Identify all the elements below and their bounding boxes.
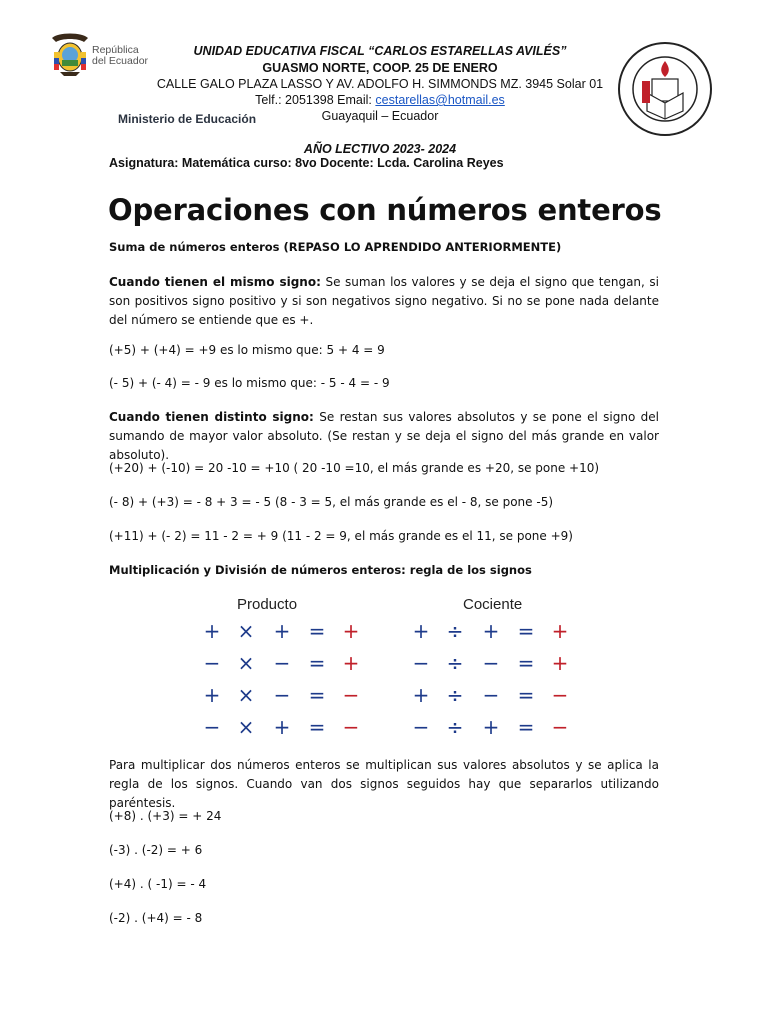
sum-example-1: (+5) + (+4) = +9 es lo mismo que: 5 + 4 = 9 xyxy=(109,343,385,357)
product-sign-1-0: − xyxy=(203,651,221,675)
diff-sign-text: Se restan sus valores absolutos y se pone el signo del sumando de mayor valor absoluto. (Se restan y se deja el signo del más grande en valor absoluto). xyxy=(109,410,659,462)
quotient-sign-0-0: + xyxy=(412,619,430,643)
quotient-sign-0-2: + xyxy=(482,619,500,643)
product-sign-3-3: = xyxy=(308,715,326,739)
sum-example-4: (- 8) + (+3) = - 8 + 3 = - 5 (8 - 3 = 5, el más grande es el - 8, se pone -5) xyxy=(109,495,554,509)
product-sign-2-4: − xyxy=(342,683,360,707)
mult-example-1: (+8) . (+3) = + 24 xyxy=(109,809,222,823)
email-link[interactable]: cestarellas@hotmail.es xyxy=(375,93,505,107)
subject-line: Asignatura: Matemática curso: 8vo Docente: Lcda. Carolina Reyes xyxy=(109,156,504,170)
quotient-sign-3-3: = xyxy=(517,715,535,739)
diff-sign-label: Cuando tienen distinto signo: xyxy=(109,410,314,424)
school-seal-logo xyxy=(617,41,713,137)
school-address-1: GUASMO NORTE, COOP. 25 DE ENERO xyxy=(262,61,498,75)
product-sign-0-3: = xyxy=(308,619,326,643)
gov-logo-line2: del Ecuador xyxy=(92,55,149,67)
school-name: UNIDAD EDUCATIVA FISCAL “CARLOS ESTARELLAS AVILÉS” xyxy=(193,44,567,58)
quotient-sign-1-0: − xyxy=(412,651,430,675)
product-title: Producto xyxy=(237,596,298,613)
quotient-sign-0-4: + xyxy=(551,619,569,643)
quotient-sign-3-4: − xyxy=(551,715,569,739)
quotient-sign-1-2: − xyxy=(482,651,500,675)
product-sign-1-3: = xyxy=(308,651,326,675)
quotient-sign-2-0: + xyxy=(412,683,430,707)
product-sign-table xyxy=(195,619,375,739)
quotient-sign-2-4: − xyxy=(551,683,569,707)
quotient-sign-3-0: − xyxy=(412,715,430,739)
same-sign-text: Se suman los valores y se deja el signo que tengan, si son positivos signo positivo y si son negativos signo negativo. Si no se pone nada delante del número se entiende que es +. xyxy=(109,275,659,327)
quotient-sign-0-1: ÷ xyxy=(446,619,464,643)
product-sign-3-2: + xyxy=(273,715,291,739)
product-sign-2-1: × xyxy=(237,683,255,707)
sum-example-2: (- 5) + (- 4) = - 9 es lo mismo que: - 5 - 4 = - 9 xyxy=(109,376,390,390)
same-sign-paragraph xyxy=(109,273,659,330)
product-sign-0-1: × xyxy=(237,619,255,643)
school-year: AÑO LECTIVO 2023- 2024 xyxy=(303,142,457,156)
product-sign-0-2: + xyxy=(273,619,291,643)
diff-sign-paragraph xyxy=(109,408,659,465)
product-sign-2-2: − xyxy=(273,683,291,707)
quotient-sign-2-1: ÷ xyxy=(446,683,464,707)
sum-heading: Suma de números enteros (REPASO LO APRENDIDO ANTERIORMENTE) xyxy=(109,240,562,254)
school-address-2: CALLE GALO PLAZA LASSO Y AV. ADOLFO H. SIMMONDS MZ. 3945 Solar 01 xyxy=(156,77,604,91)
ministry-label: Ministerio de Educación xyxy=(118,112,257,126)
sum-example-5: (+11) + (- 2) = 11 - 2 = + 9 (11 - 2 = 9, el más grande es el 11, se pone +9) xyxy=(109,529,573,543)
page-title: Operaciones con números enteros xyxy=(108,193,662,227)
product-sign-1-1: × xyxy=(237,651,255,675)
mult-example-4: (-2) . (+4) = - 8 xyxy=(109,911,203,925)
quotient-sign-2-3: = xyxy=(517,683,535,707)
quotient-sign-1-3: = xyxy=(517,651,535,675)
quotient-title: Cociente xyxy=(463,596,523,613)
coat-of-arms-icon xyxy=(48,30,92,80)
product-sign-1-4: + xyxy=(342,651,360,675)
quotient-sign-0-3: = xyxy=(517,619,535,643)
quotient-sign-1-1: ÷ xyxy=(446,651,464,675)
mult-example-3: (+4) . ( -1) = - 4 xyxy=(109,877,207,891)
phone-label: Telf.: 2051398 Email: xyxy=(255,93,376,107)
same-sign-label: Cuando tienen el mismo signo: xyxy=(109,275,321,289)
mult-example-2: (-3) . (-2) = + 6 xyxy=(109,843,203,857)
city-label: Guayaquil – Ecuador xyxy=(321,109,439,123)
multiplication-heading: Multiplicación y División de números enteros: regla de los signos xyxy=(109,563,532,577)
quotient-sign-3-1: ÷ xyxy=(446,715,464,739)
product-sign-0-0: + xyxy=(203,619,221,643)
quotient-sign-3-2: + xyxy=(482,715,500,739)
product-sign-3-4: − xyxy=(342,715,360,739)
multiplication-explanation: Para multiplicar dos números enteros se multiplican sus valores absolutos y se aplica la regla de los signos. Cuando van dos signos seguidos hay que separarlos utilizando paréntesis. xyxy=(109,758,659,810)
quotient-sign-2-2: − xyxy=(482,683,500,707)
quotient-sign-1-4: + xyxy=(551,651,569,675)
product-sign-3-1: × xyxy=(237,715,255,739)
product-sign-2-3: = xyxy=(308,683,326,707)
quotient-sign-table xyxy=(404,619,584,739)
product-sign-3-0: − xyxy=(203,715,221,739)
ecuador-government-logo xyxy=(48,30,158,80)
product-sign-2-0: + xyxy=(203,683,221,707)
sum-example-3: (+20) + (-10) = 20 -10 = +10 ( 20 -10 =10, el más grande es +20, se pone +10) xyxy=(109,461,600,475)
gov-logo-line1: República xyxy=(92,44,139,56)
product-sign-0-4: + xyxy=(342,619,360,643)
product-sign-1-2: − xyxy=(273,651,291,675)
